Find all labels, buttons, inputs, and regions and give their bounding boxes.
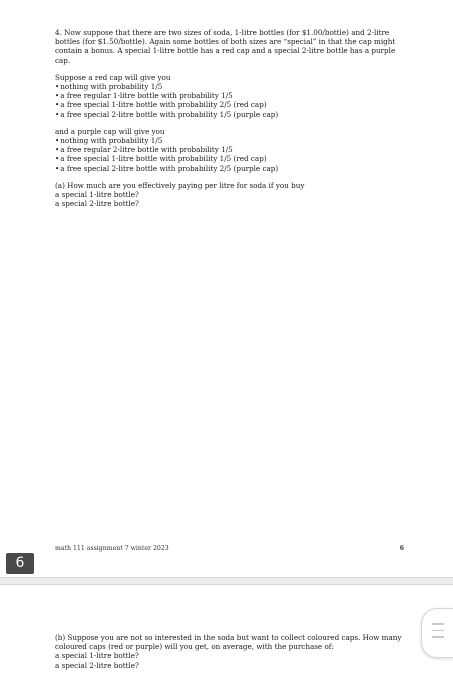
page-footer bbox=[55, 545, 410, 552]
purple-cap-heading: and a purple cap will give you bbox=[55, 126, 165, 136]
question-b: (b) Suppose you are not so interested in the soda but want to collect coloured caps. How many coloured caps (red or purple) will you get, on average, with the purchase of: bbox=[55, 633, 402, 652]
document-page-7 bbox=[0, 584, 453, 700]
question-a-line: a special 2-litre bottle? bbox=[55, 199, 139, 209]
page-number-badge: 6 bbox=[6, 553, 34, 574]
question-a: (a) How much are you effectively paying per litre for soda if you buy bbox=[55, 180, 305, 190]
question-b-line: a special 1-litre bottle? bbox=[55, 651, 139, 661]
question-b-line: a special 2-litre bottle? bbox=[55, 660, 139, 670]
question-a-line: a special 1-litre bottle? bbox=[55, 190, 139, 200]
list-item: • nothing with probability 1/5 bbox=[55, 82, 410, 91]
footer-course-label: math 111 assignment 7 winter 2023 bbox=[55, 545, 169, 552]
page-content bbox=[55, 28, 410, 208]
red-cap-list bbox=[55, 82, 410, 119]
problem-intro: 4. Now suppose that there are two sizes of soda, 1-litre bottles (for $1.00/bottle) and 2-litre bottles (for $1.50/bottle). Again some bottles of both sizes are “special” in that the cap might contain a bonus. A special 1-litre bottle has a red cap and a special 2-litre bottle has a purple cap. bbox=[55, 28, 396, 65]
side-panel-handle[interactable] bbox=[421, 608, 453, 658]
list-item: • nothing with probability 1/5 bbox=[55, 136, 410, 145]
footer-page-number: 6 bbox=[399, 545, 404, 552]
purple-cap-list bbox=[55, 136, 410, 173]
list-item: • a free special 2-litre bottle with probability 2/5 (purple cap) bbox=[55, 164, 410, 173]
list-item: • a free special 1-litre bottle with probability 1/5 (red cap) bbox=[55, 154, 410, 163]
red-cap-heading: Suppose a red cap will give you bbox=[55, 72, 171, 82]
list-item: • a free regular 2-litre bottle with probability 1/5 bbox=[55, 145, 410, 154]
page-content bbox=[55, 633, 410, 670]
list-item: • a free regular 1-litre bottle with probability 1/5 bbox=[55, 91, 410, 100]
list-item: • a free special 1-litre bottle with probability 2/5 (red cap) bbox=[55, 100, 410, 109]
list-item: • a free special 2-litre bottle with probability 1/5 (purple cap) bbox=[55, 110, 410, 119]
grip-icon bbox=[432, 623, 444, 643]
